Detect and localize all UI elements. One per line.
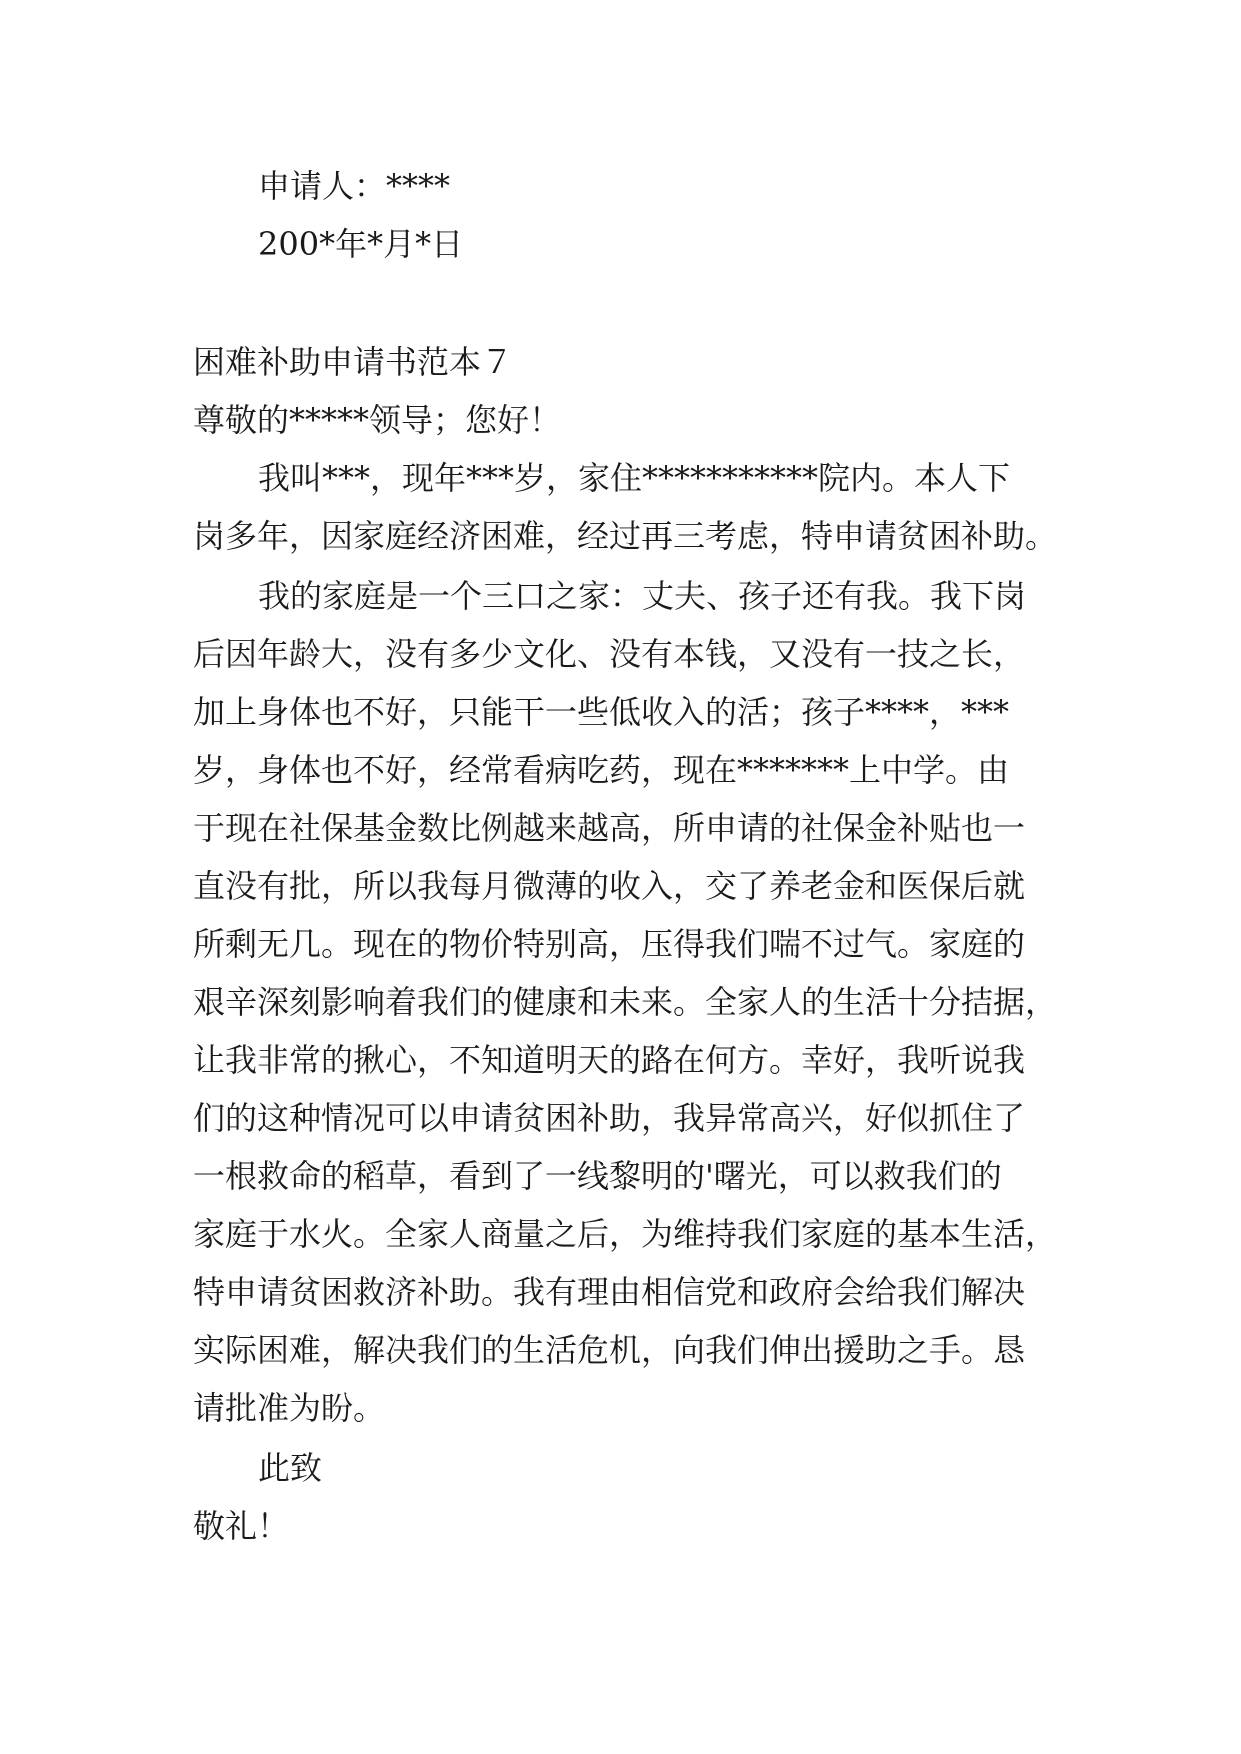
applicant-line: 申请人：****	[258, 167, 451, 205]
paragraph2-line: 岁，身体也不好，经常看病吃药，现在*******上中学。由	[193, 751, 1010, 789]
paragraph2-line: 家庭于水火。全家人商量之后，为维持我们家庭的基本生活，	[193, 1215, 1058, 1253]
paragraph2-line: 所剩无几。现在的物价特别高，压得我们喘不过气。家庭的	[193, 925, 1026, 963]
paragraph2-line: 一根救命的稻草，看到了一线黎明的'曙光，可以救我们的	[193, 1157, 1002, 1195]
date-line: 200*年*月*日	[258, 225, 464, 263]
paragraph2-line: 于现在社保基金数比例越来越高，所申请的社保金补贴也一	[193, 809, 1026, 847]
paragraph2-line: 请批准为盼。	[193, 1389, 386, 1427]
paragraph1-line: 我叫***，现年***岁，家住***********院内。本人下	[258, 459, 1011, 497]
paragraph2-line: 们的这种情况可以申请贫困补助，我异常高兴，好似抓住了	[193, 1099, 1026, 1137]
salutation: 尊敬的*****领导；您好！	[193, 401, 562, 439]
document-title: 困难补助申请书范本７	[193, 343, 514, 381]
paragraph2-line: 直没有批，所以我每月微薄的收入，交了养老金和医保后就	[193, 867, 1026, 905]
paragraph2-line: 让我非常的揪心，不知道明天的路在何方。幸好，我听说我	[193, 1041, 1026, 1079]
closing-phrase: 此致	[258, 1449, 323, 1487]
paragraph2-line: 实际困难，解决我们的生活危机，向我们伸出援助之手。恳	[193, 1331, 1026, 1369]
paragraph2-line: 艰辛深刻影响着我们的健康和未来。全家人的生活十分拮据，	[193, 983, 1058, 1021]
paragraph2-line: 加上身体也不好，只能干一些低收入的活；孩子****，***	[193, 693, 1010, 731]
paragraph2-line: 特申请贫困救济补助。我有理由相信党和政府会给我们解决	[193, 1273, 1026, 1311]
paragraph1-line: 岗多年，因家庭经济困难，经过再三考虑，特申请贫困补助。	[193, 517, 1058, 555]
paragraph2-line: 后因年龄大，没有多少文化、没有本钱，又没有一技之长，	[193, 635, 1026, 673]
closing-regards: 敬礼！	[193, 1507, 290, 1545]
paragraph2-line: 我的家庭是一个三口之家：丈夫、孩子还有我。我下岗	[258, 577, 1027, 615]
